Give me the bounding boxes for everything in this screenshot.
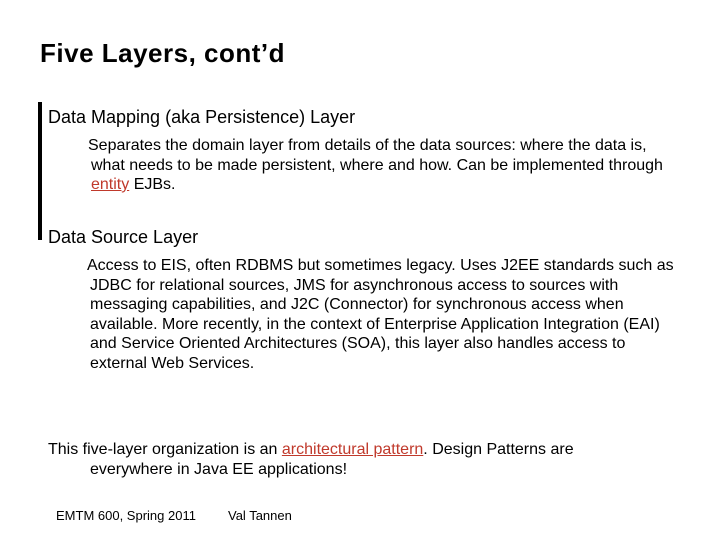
- summary-second-line: everywhere in Java EE applications!: [90, 460, 348, 478]
- summary-paragraph: [48, 440, 658, 479]
- data-source-section: [48, 226, 675, 373]
- left-accent-bar: [38, 102, 42, 240]
- data-mapping-heading: Data Mapping (aka Persistence) Layer: [48, 107, 356, 127]
- summary-text-start: This five-layer organization is an: [48, 441, 282, 458]
- data-source-description: Access to EIS, often RDBMS but sometimes legacy. Uses J2EE standards such as JDBC for relational sources, JMS for asynchronous access to sources with messaging capabilities, and J2C (Connector) for synchronous access when available. More recently, in the context of Enterprise Application Integration (EAI) and Service Oriented Architectures (SOA), this layer also handles access to external Web Services.: [87, 257, 674, 372]
- data-mapping-section: [48, 106, 671, 195]
- summary-text-end: . Design Patterns are: [423, 441, 574, 458]
- entity-link[interactable]: entity: [91, 176, 130, 193]
- footer-course: EMTM 600, Spring 2011: [56, 508, 196, 523]
- architectural-pattern-link[interactable]: architectural pattern: [281, 441, 424, 458]
- data-mapping-text-end: EJBs.: [129, 176, 176, 193]
- slide-title: Five Layers, cont’d: [40, 38, 286, 68]
- data-mapping-description: [48, 136, 671, 195]
- footer-author: Val Tannen: [228, 508, 292, 523]
- data-mapping-text-start: Separates the domain layer from details of the data sources: where the data is, what needs to be made persistent, where and how. Can be implemented through: [88, 137, 663, 174]
- data-source-heading: Data Source Layer: [48, 227, 199, 247]
